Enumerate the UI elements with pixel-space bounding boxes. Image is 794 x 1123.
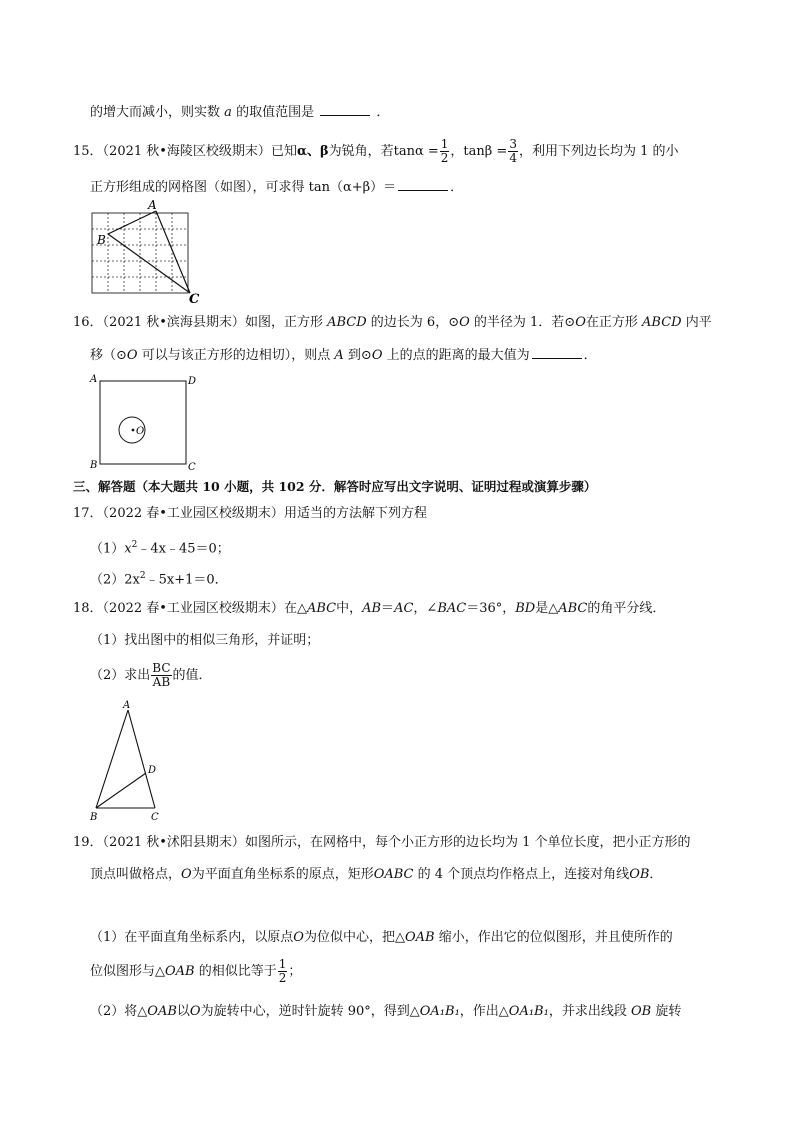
q19-number: 19． bbox=[73, 835, 103, 850]
q19-part2 bbox=[90, 1003, 681, 1021]
text: 以 bbox=[176, 1004, 190, 1019]
denominator: AB bbox=[152, 675, 171, 689]
label-B: B bbox=[90, 812, 98, 823]
exponent: 2 bbox=[139, 571, 146, 581]
text: ﹣5x+1＝0． bbox=[145, 572, 228, 588]
q19-line1 bbox=[73, 834, 690, 852]
line-top bbox=[90, 103, 389, 122]
q18-source: （2022 春•工业园区校级期末） bbox=[102, 601, 284, 616]
q17-part1 bbox=[90, 536, 230, 558]
text: 的 4 个顶点均作格点上，连接对角线 bbox=[417, 867, 630, 882]
text: 的相似比等于 bbox=[198, 964, 277, 979]
var: O bbox=[575, 315, 586, 330]
q17-line1 bbox=[73, 505, 427, 523]
text: 顶点叫做格点， bbox=[90, 867, 182, 882]
q18-line1 bbox=[73, 600, 665, 618]
text: 的边长为 6，⊙ bbox=[370, 315, 460, 330]
text: 缩小，作出它的位似图形，并且使所作的 bbox=[438, 930, 673, 945]
text: 已知 bbox=[270, 144, 297, 159]
exponent: 2 bbox=[131, 540, 138, 550]
text: tanβ = bbox=[463, 144, 508, 159]
text: （1）在平面直角坐标系内，以原点 bbox=[90, 930, 294, 945]
q16-square-figure bbox=[88, 372, 203, 472]
text: ． bbox=[649, 867, 663, 882]
var: ABCD bbox=[642, 315, 682, 330]
var: BD bbox=[515, 601, 536, 616]
label-A: A bbox=[148, 200, 157, 212]
var: O bbox=[181, 867, 192, 882]
var: OAB bbox=[404, 930, 435, 945]
var: OA₁B₁ bbox=[419, 1004, 460, 1019]
text: 的值． bbox=[172, 668, 212, 683]
q17-part2 bbox=[90, 567, 228, 589]
denominator: 2 bbox=[440, 151, 449, 165]
text: x bbox=[124, 541, 132, 557]
var: BAC bbox=[437, 601, 467, 616]
q15-line1 bbox=[73, 138, 679, 165]
fraction-1-2 bbox=[440, 138, 450, 165]
text: 为平面直角坐标系的原点，矩形 bbox=[191, 867, 374, 882]
text: 在△ bbox=[283, 601, 307, 616]
text: ＝36°， bbox=[466, 601, 516, 616]
label-B: B bbox=[97, 233, 106, 247]
q15-number: 15． bbox=[73, 144, 103, 159]
text: 移（⊙ bbox=[90, 348, 127, 363]
text: 可以与该正方形的边相切），则点 bbox=[141, 348, 331, 363]
text: （1） bbox=[90, 541, 125, 557]
text: 为锐角，若 bbox=[328, 144, 394, 159]
fraction-1-2 bbox=[278, 958, 288, 985]
q15-source: （2021 秋•海陵区校级期末） bbox=[102, 144, 271, 159]
text: 在正方形 bbox=[585, 315, 638, 330]
var: OAB bbox=[147, 1004, 177, 1019]
q16-source: （2021 秋•滨海县期末） bbox=[102, 315, 245, 330]
text: 位似图形与△ bbox=[90, 964, 165, 979]
text: 的半径为 1．若⊙ bbox=[473, 315, 576, 330]
var: OB bbox=[630, 1004, 652, 1019]
text: ，∠ bbox=[413, 601, 438, 616]
q18-number: 18． bbox=[73, 601, 103, 616]
text: 的取值范围是 bbox=[236, 105, 315, 120]
text: 内平 bbox=[685, 315, 712, 330]
text: ， bbox=[450, 144, 464, 159]
numerator: 1 bbox=[278, 957, 287, 971]
answer-blank[interactable] bbox=[320, 103, 370, 116]
text: 为旋转中心，逆时针旋转 90°，得到△ bbox=[200, 1004, 420, 1019]
text: ． bbox=[583, 348, 597, 363]
text: ，并求出线段 bbox=[548, 1004, 627, 1019]
var: ABC bbox=[558, 601, 588, 616]
q17-source: （2022 春•工业园区校级期末） bbox=[102, 506, 284, 521]
text: （2）将△ bbox=[90, 1004, 148, 1019]
var: OAB bbox=[165, 964, 195, 979]
q19-part1-line2 bbox=[90, 958, 301, 985]
q18-part1: （1）找出图中的相似三角形，并证明； bbox=[90, 633, 320, 648]
var: O bbox=[126, 348, 138, 363]
var: AB bbox=[362, 601, 382, 616]
label-A: A bbox=[123, 700, 131, 711]
var-a: a bbox=[224, 105, 232, 120]
label-C: C bbox=[189, 292, 200, 305]
denominator: 4 bbox=[509, 151, 517, 165]
label-D: D bbox=[188, 376, 197, 387]
var: O bbox=[189, 1004, 201, 1019]
text: 中， bbox=[336, 601, 363, 616]
q16-number: 16． bbox=[73, 315, 103, 330]
text: 如图所示，在网格中，每个小正方形的边长均为 1 个单位长度，把小正方形的 bbox=[244, 835, 691, 850]
var: O bbox=[459, 315, 470, 330]
q15-grid-figure bbox=[88, 200, 208, 305]
q18-triangle-figure bbox=[88, 698, 178, 823]
section-3-heading: 三、解答题（本大题共 10 小题，共 102 分．解答时应写出文字说明、证明过程或演算步骤） bbox=[73, 479, 597, 494]
text: 用适当的方法解下列方程 bbox=[283, 506, 427, 521]
q16-line2 bbox=[90, 346, 597, 365]
text: 旋转 bbox=[655, 1004, 682, 1019]
text: 到⊙ bbox=[347, 348, 372, 363]
q16-line1 bbox=[73, 314, 712, 332]
var: OB bbox=[629, 867, 650, 882]
text: 正方形组成的网格图（如图），可求得 tan（α+β）＝ bbox=[90, 180, 397, 195]
text: 2x bbox=[124, 572, 140, 588]
numerator: BC bbox=[152, 661, 171, 675]
var: ABCD bbox=[327, 315, 367, 330]
var: O bbox=[293, 930, 304, 945]
text: 的角平分线． bbox=[587, 601, 666, 616]
text: ； bbox=[288, 964, 302, 979]
q17-number: 17． bbox=[73, 506, 103, 521]
q19-line2 bbox=[90, 866, 662, 884]
text: ，作出△ bbox=[459, 1004, 509, 1019]
text: 如图，正方形 bbox=[244, 315, 323, 330]
numerator: 1 bbox=[440, 137, 449, 151]
fraction-3-4 bbox=[508, 138, 518, 165]
text: ． bbox=[450, 180, 464, 195]
var: ABC bbox=[306, 601, 337, 616]
denominator: 2 bbox=[278, 971, 287, 985]
var: OA₁B₁ bbox=[508, 1004, 549, 1019]
fraction-bc-ab bbox=[151, 662, 171, 689]
label-A: A bbox=[90, 374, 98, 385]
label-D: D bbox=[148, 765, 157, 776]
q19-source: （2021 秋•沭阳县期末） bbox=[102, 835, 245, 850]
text: tanα = bbox=[393, 144, 439, 159]
answer-blank[interactable] bbox=[532, 346, 582, 359]
label-C: C bbox=[188, 462, 196, 472]
q19-part1-line1 bbox=[90, 929, 673, 947]
label-O: O bbox=[136, 426, 145, 437]
var: O bbox=[371, 348, 383, 363]
text: （2） bbox=[90, 572, 125, 588]
text: （2）求出 bbox=[90, 668, 151, 683]
text: 为位似中心，把△ bbox=[303, 930, 405, 945]
text: 的增大而减小，则实数 bbox=[90, 105, 221, 120]
var: A bbox=[334, 348, 344, 363]
text: 是△ bbox=[535, 601, 559, 616]
text: α、β bbox=[296, 144, 329, 159]
q18-part2 bbox=[90, 662, 212, 689]
q15-line2 bbox=[90, 178, 463, 197]
answer-blank[interactable] bbox=[398, 178, 448, 191]
var: OABC bbox=[373, 867, 414, 882]
text: ＝ bbox=[381, 601, 395, 616]
numerator: 3 bbox=[509, 137, 517, 151]
text: 上的点的距离的最大值为 bbox=[386, 348, 530, 363]
label-C: C bbox=[151, 812, 159, 823]
text: ． bbox=[376, 105, 390, 120]
text: ，利用下列边长均为 1 的小 bbox=[518, 144, 679, 159]
label-B: B bbox=[90, 460, 98, 471]
var: AC bbox=[394, 601, 414, 616]
text: ﹣4x﹣45＝0； bbox=[137, 541, 230, 557]
